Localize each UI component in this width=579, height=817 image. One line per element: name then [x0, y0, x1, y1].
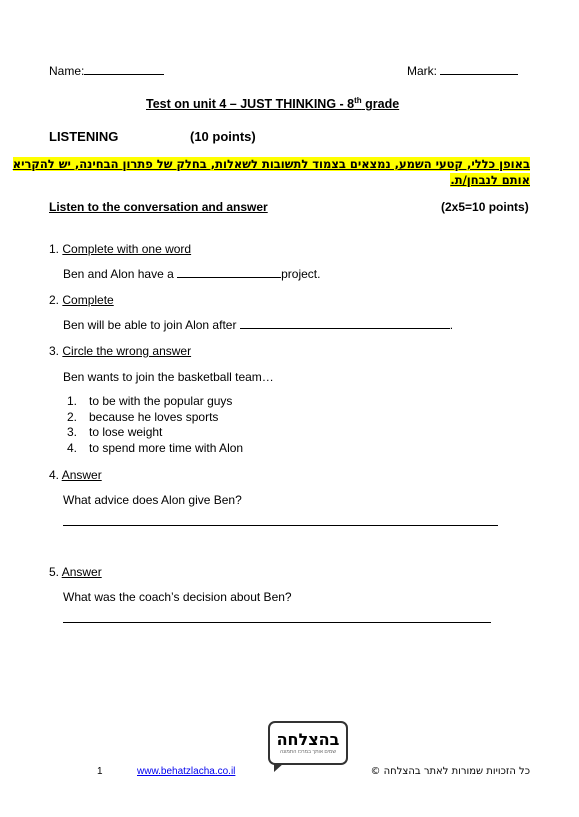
question-4-prompt: What advice does Alon give Ben?	[63, 493, 242, 507]
question-3-option-4[interactable]	[67, 441, 243, 457]
title-sup: th	[354, 96, 362, 105]
question-3-prompt: Ben wants to join the basketball team…	[63, 370, 274, 384]
hebrew-note-text-1: באופן כללי, קטעי השמע, נמצאים בצמוד לתשובות לשאלות, בחלק של פתרון הבחינה, יש להקריא	[12, 157, 530, 171]
question-1-blank[interactable]	[177, 277, 281, 278]
question-3-option-1[interactable]	[67, 394, 243, 410]
logo-text: בהצלחה	[276, 730, 340, 749]
question-5-heading	[49, 565, 102, 579]
mark-field	[407, 64, 518, 78]
hebrew-note-text-2: אותם לנבחן/ת.	[450, 173, 530, 187]
question-2-text-after: .	[449, 318, 454, 332]
logo-tagline: שמים אותך במרכז התמונה	[279, 749, 337, 755]
question-3-title: Circle the wrong answer	[62, 344, 192, 358]
option-1-number: 1.	[67, 394, 78, 408]
question-3-heading	[49, 344, 191, 358]
question-3-number: 3.	[49, 344, 60, 358]
question-2-text-before: Ben will be able to join Alon after	[63, 318, 240, 332]
question-5-title: Answer	[61, 565, 102, 579]
question-5-number: 5.	[49, 565, 60, 579]
option-4-number: 4.	[67, 440, 78, 455]
mark-label: Mark:	[407, 64, 437, 78]
option-2-text: because he loves sports	[89, 409, 219, 424]
question-3-option-2[interactable]	[67, 410, 243, 426]
name-field	[49, 64, 164, 78]
website-link[interactable]: www.behatzlacha.co.il	[137, 766, 236, 777]
question-2-title: Complete	[62, 293, 114, 307]
mark-blank[interactable]	[440, 74, 518, 75]
question-4-title: Answer	[61, 468, 102, 482]
question-3-options	[67, 394, 243, 456]
question-1-body	[63, 267, 320, 281]
question-5-prompt: What was the coach’s decision about Ben?	[63, 590, 292, 604]
question-1-number: 1.	[49, 242, 60, 256]
question-2-number: 2.	[49, 293, 60, 307]
question-3-option-3[interactable]	[67, 425, 243, 441]
page-title	[146, 96, 399, 111]
option-3-text: to lose weight	[89, 425, 163, 439]
question-4-heading	[49, 468, 102, 482]
hebrew-note-line-1	[13, 157, 530, 171]
behatzlacha-logo	[268, 721, 348, 765]
question-1-heading	[49, 242, 191, 256]
copyright-text: כל הזכויות שמורות לאתר בהצלחה ©	[370, 766, 530, 777]
question-2-body	[63, 318, 453, 332]
question-1-title: Complete with one word	[62, 242, 192, 256]
option-2-number: 2.	[67, 409, 78, 424]
question-2-heading	[49, 293, 114, 307]
instruction-points: (2x5=10 points)	[441, 200, 529, 214]
option-4-text: to spend more time with Alon	[89, 440, 244, 455]
hebrew-note-line-2	[450, 173, 530, 187]
option-3-number: 3.	[67, 425, 78, 439]
title-suffix: grade	[361, 97, 400, 112]
section-heading: LISTENING	[49, 129, 119, 144]
question-1-text-after: project.	[281, 267, 321, 281]
question-5-answer-line[interactable]	[63, 622, 491, 623]
page-number: 1	[97, 766, 103, 777]
title-prefix: Test on unit 4 – JUST THINKING - 8	[146, 97, 355, 112]
question-2-blank[interactable]	[240, 328, 450, 329]
name-blank[interactable]	[84, 74, 164, 75]
instruction: Listen to the conversation and answer	[49, 200, 268, 214]
section-points: (10 points)	[190, 129, 256, 144]
speech-bubble-tail-icon	[274, 763, 284, 772]
question-4-answer-line[interactable]	[63, 525, 498, 526]
question-1-text-before: Ben and Alon have a	[63, 267, 178, 281]
question-4-number: 4.	[49, 468, 60, 482]
option-1-text: to be with the popular guys	[89, 394, 233, 408]
name-label: Name:	[49, 64, 85, 78]
